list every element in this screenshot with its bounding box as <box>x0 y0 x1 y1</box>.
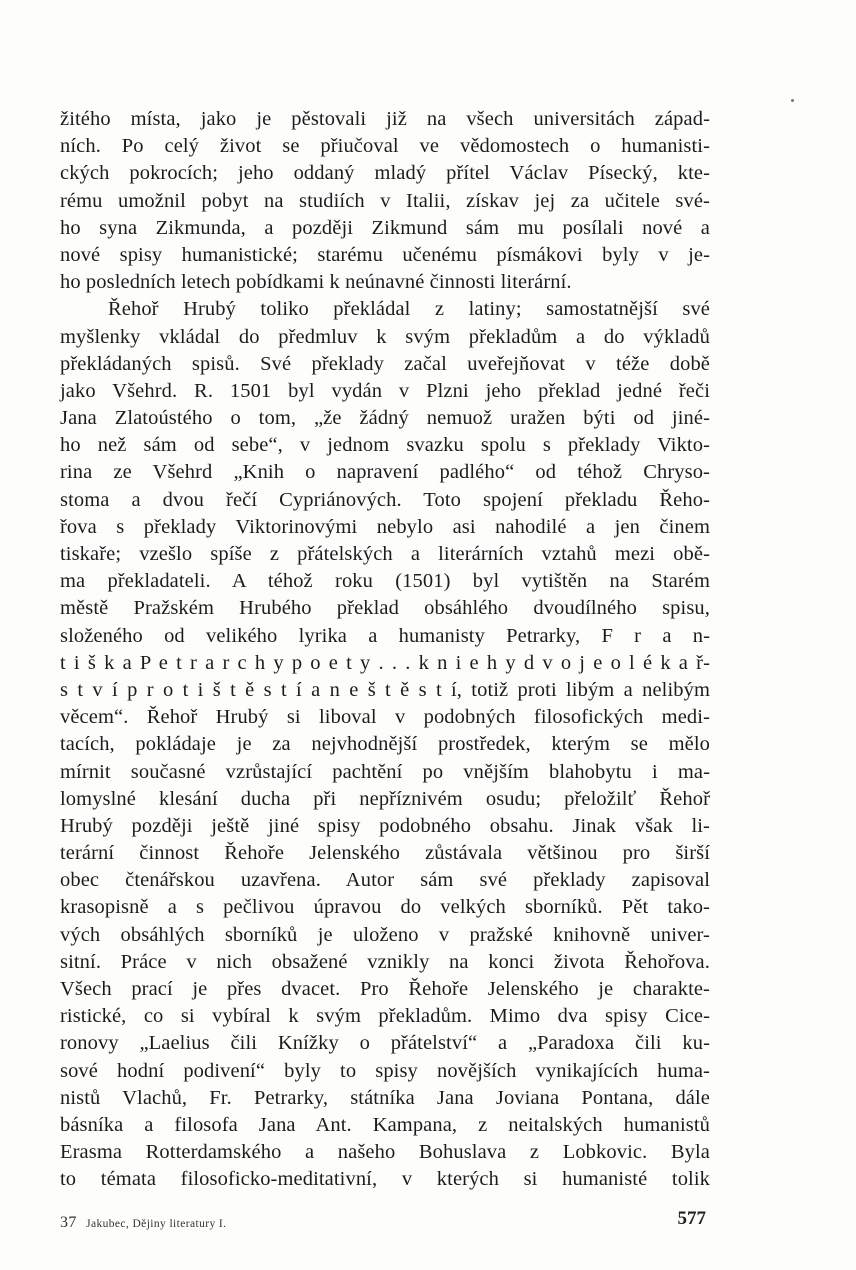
printer-signature <box>60 1214 226 1232</box>
text-line: to témata filosoficko-meditativní, v kterých si humanisté tolik <box>60 1168 710 1191</box>
text-line: ckých pokrocích; jeho oddaný mladý přítel Václav Písecký, kte- <box>60 162 710 185</box>
text-line: Hrubý později ještě jiné spisy podobného obsahu. Jinak však li- <box>60 814 710 837</box>
text-line: nistů Vlachů, Fr. Petrarky, státníka Jana Joviana Pontana, dále <box>60 1086 710 1109</box>
text-line: nové spisy humanistické; starému učenému písmákovi byly v je- <box>60 243 710 266</box>
text-line: sitní. Práce v nich obsažené vznikly na konci života Řehořova. <box>60 950 710 973</box>
text-line: Jana Zlatoústého o tom, „že žádný nemuož uražen býti od jiné- <box>60 407 710 430</box>
text-line: ho syna Zikmunda, a později Zikmund sám mu posílali nové a <box>60 216 710 239</box>
text-line: ma překladateli. A téhož roku (1501) byl vytištěn na Starém <box>60 570 710 593</box>
page-number: 577 <box>677 1208 706 1229</box>
spaced-title-line: s t v í p r o t i š t ě s t í a n e š t ě s t í, totiž proti libým a nelibým <box>60 678 710 701</box>
text-line: mírnit současné vzrůstající pachtění po vnějším blahobytu i ma- <box>60 760 710 783</box>
page-footer <box>60 1206 710 1236</box>
text-line: městě Pražském Hrubého překlad obsáhlého dvoudílného spisu, <box>60 597 710 620</box>
signature-number: 37 <box>60 1214 77 1231</box>
text-line: ho než sám od sebe“, v jednom svazku spolu s překlady Vikto- <box>60 434 710 457</box>
text-line: věcem“. Řehoř Hrubý si liboval v podobných filosofických medi- <box>60 706 710 729</box>
text-line: žitého místa, jako je pěstovali již na všech universitách západ- <box>60 108 710 130</box>
text-line: krasopisně a s pečlivou úpravou do velkých sborníků. Pět tako- <box>60 896 710 919</box>
text-line: Erasma Rotterdamského a našeho Bohuslava z Lobkovic. Byla <box>60 1141 710 1164</box>
text-line: básníka a filosofa Jana Ant. Kampana, z neitalských humanistů <box>60 1113 710 1136</box>
text-line: rému umožnil pobyt na studiích v Italii, získav jej za učitele své- <box>60 189 710 212</box>
body-text <box>60 106 710 1194</box>
text-line: stoma a dvou řečí Cypriánových. Toto spojení překladu Řeho- <box>60 488 710 511</box>
text-line: překládaných spisů. Své překlady začal uveřejňovat v téže době <box>60 352 710 375</box>
text-line: jako Všehrd. R. 1501 byl vydán v Plzni jeho překlad jedné řeči <box>60 379 710 402</box>
text-line: ních. Po celý život se přiučoval ve vědomostech o humanisti- <box>60 135 710 158</box>
text-line: vých obsáhlých sborníků je uloženo v pražské knihovně univer- <box>60 923 710 946</box>
text-line: terární činnost Řehoře Jelenského zůstávala většinou pro širší <box>60 842 710 865</box>
text-line: ronovy „Laelius čili Knížky o přátelství“ a „Paradoxa čili ku- <box>60 1032 710 1055</box>
text-line: složeného od velikého lyrika a humanisty Petrarky, F r a n- <box>60 624 710 647</box>
spaced-title-line: t i š k a P e t r a r c h y p o e t y . . . k n i e h y d v o j e o l é k a ř- <box>60 651 710 674</box>
paragraph-start-line: Řehoř Hrubý toliko překládal z latiny; samostatnější své <box>108 298 710 321</box>
text-line: obec čtenářskou uzavřena. Autor sám své překlady zapisoval <box>60 869 710 892</box>
text-line: ho posledních letech pobídkami k neúnavné činnosti literární. <box>60 271 572 294</box>
text-line: lomyslné klesání ducha při nepříznivém osudu; přeložilť Řehoř <box>60 787 710 810</box>
print-speck <box>791 99 794 102</box>
text-line: Všech prací je přes dvacet. Pro Řehoře Jelenského je charakte- <box>60 978 710 1000</box>
signature-text: Jakubec, Dějiny literatury I. <box>86 1218 227 1230</box>
text-line: řova s překlady Viktorinovými nebylo asi nahodilé a jen činem <box>60 515 710 538</box>
text-line: tiskaře; vzešlo spíše z přátelských a literárních vztahů mezi obě- <box>60 543 710 565</box>
text-line: rina ze Všehrd „Knih o napravení padlého“ od téhož Chryso- <box>60 461 710 484</box>
text-line: ristické, co si vybíral k svým překladům. Mimo dva spisy Cice- <box>60 1005 710 1028</box>
text-line: tacích, pokládaje je za nejvhodnější prostředek, kterým se mělo <box>60 733 710 756</box>
text-line: sové hodní podivení“ byly to spisy novějších vynikajících huma- <box>60 1059 710 1082</box>
text-line: myšlenky vkládal do předmluv k svým překladům a do výkladů <box>60 325 710 348</box>
